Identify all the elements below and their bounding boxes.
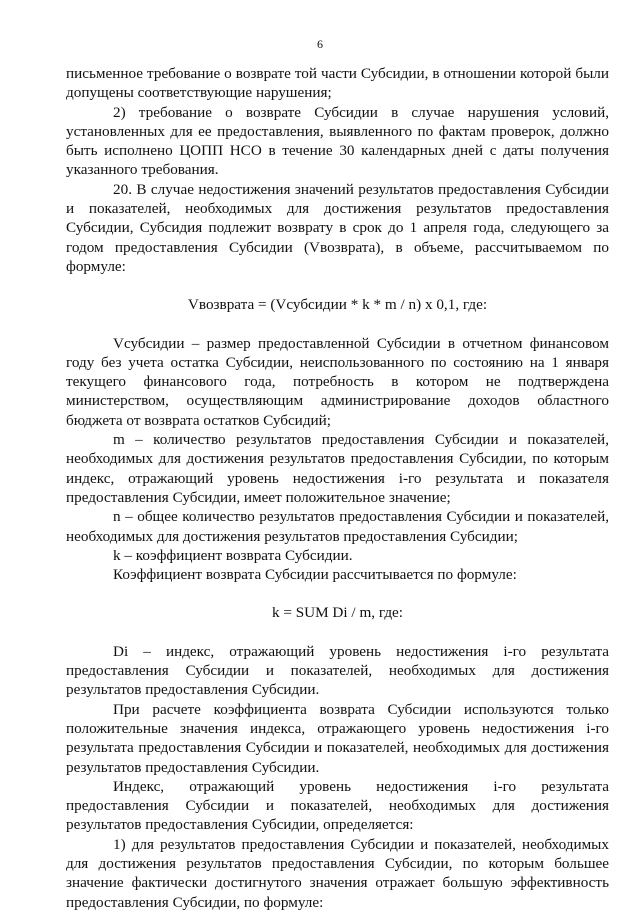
document-body xyxy=(66,64,609,912)
paragraph: 1) для результатов предоставления Субсидии и показателей, необходимых для достижения результатов предоставления Субсидии, по которым большее значение фактически достигнутого значения отражает большую эффективность предоставления Субсидии, по формуле: xyxy=(66,835,609,911)
paragraph: k – коэффициент возврата Субсидии. xyxy=(113,546,353,564)
formula-return-volume: Vвозврата = (Vсубсидии * k * m / n) x 0,1, где: xyxy=(187,296,488,314)
paragraph: При расчете коэффициента возврата Субсидии используются только положительные значения индекса, отражающего уровень недостижения i-го результата предоставления Субсидии и показателей, необходимых для достижения результатов предоставления Субсидии. xyxy=(66,700,609,776)
paragraph: Индекс, отражающий уровень недостижения i-го результата предоставления Субсидии и показателей, необходимых для достижения результатов предоставления Субсидии, определяется: xyxy=(66,777,609,834)
paragraph: m – количество результатов предоставления Субсидии и показателей, необходимых для достижения результатов предоставления Субсидии, по которым индекс, отражающий уровень недостижения i-го результата и показателя предоставления Субсидии, имеет положительное значение; xyxy=(66,431,609,506)
paragraph: Коэффициент возврата Субсидии рассчитывается по формуле: xyxy=(113,566,517,584)
paragraph: 2) требование о возврате Субсидии в случае нарушения условий, установленных для ее предоставления, выявленного по фактам проверок, должно быть исполнено ЦОПП НСО в течение 30 календарных дней с даты получения указанного требования. xyxy=(66,103,609,179)
paragraph: Vсубсидии – размер предоставленной Субсидии в отчетном финансовом году без учета остатка Субсидии, неиспользованного по состоянию на 1 января текущего финансового года, потребность в котором не подтверждена министерством, осуществляющим администрирование доходов областного бюджета от возврата остатков Субсидий; xyxy=(66,334,609,429)
formula-return-coefficient: k = SUM Di / m, где: xyxy=(271,604,404,622)
page-number: 6 xyxy=(317,37,323,51)
paragraph: n – общее количество результатов предоставления Субсидии и показателей, необходимых для достижения результатов предоставления Субсидии; xyxy=(66,508,609,545)
paragraph: Di – индекс, отражающий уровень недостижения i-го результата предоставления Субсидии и показателей, необходимых для достижения результатов предоставления Субсидии. xyxy=(66,642,609,699)
paragraph: 20. В случае недостижения значений результатов предоставления Субсидии и показателей, необходимых для достижения результатов предоставления Субсидии, Субсидия подлежит возврату в срок до 1 апреля года, следующего за годом предоставления Субсидии (Vвозврата), в объеме, рассчитываемом по формуле: xyxy=(66,180,609,275)
paragraph: письменное требование о возврате той части Субсидии, в отношении которой были допущены соответствующие нарушения; xyxy=(66,65,609,102)
